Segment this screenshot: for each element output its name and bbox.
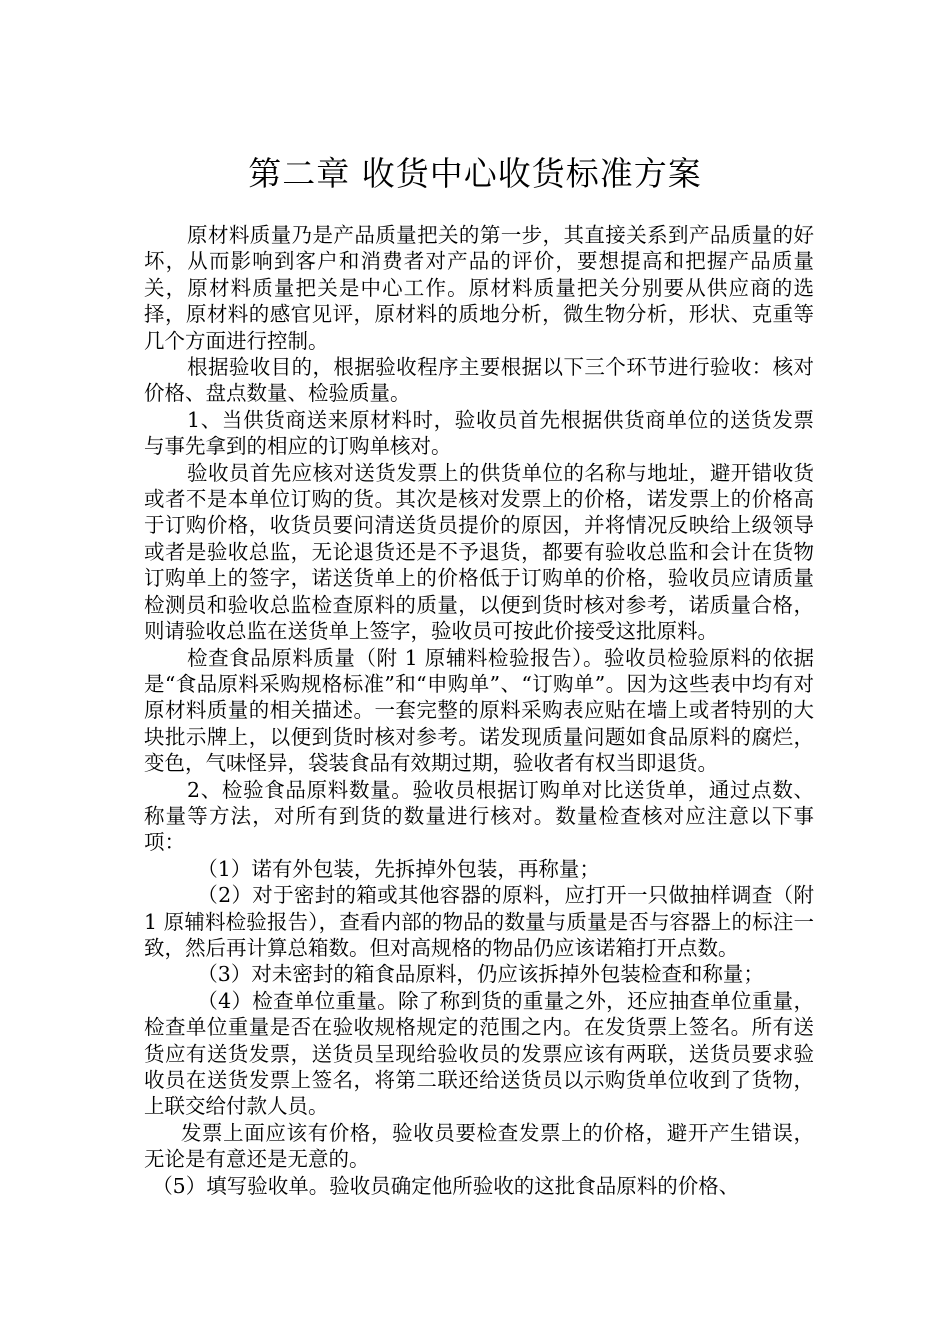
paragraph: 根据验收目的，根据验收程序主要根据以下三个环节进行验收：核对价格、盘点数量、检验质量。 — [144, 355, 814, 406]
list-item: （5）填写验收单。验收员确定他所验收的这批食品原料的价格、 — [152, 1173, 740, 1198]
list-item: （3）对未密封的箱食品原料，仍应该拆掉外包装检查和称量； — [197, 962, 764, 987]
paragraph: 2、检验食品原料数量。验收员根据订购单对比送货单，通过点数、称量等方法，对所有到货的数量进行核对。数量检查核对应注意以下事项： — [144, 777, 814, 855]
list-item: （2）对于密封的箱或其他容器的原料，应打开一只做抽样调查（附 1 原辅料检验报告），查看内部的物品的数量与质量是否与容器上的标注一致，然后再计算总箱数。但对高规格的物品仍应该诺箱打开点数。 — [144, 883, 814, 960]
paragraph: 1、当供货商送来原材料时，验收员首先根据供货商单位的送货发票与事先拿到的相应的订购单核对。 — [144, 407, 814, 459]
document-body — [144, 222, 814, 1199]
paragraph: 验收员首先应核对送货发票上的供货单位的名称与地址，避开错收货或者不是本单位订购的货。其次是核对发票上的价格，诺发票上的价格高于订购价格，收货员要问清送货员提价的原因，并将情况反映给上级领导或者是验收总监，无论退货还是不予退货，都要有验收总监和会计在货物订购单上的签字，诺送货单上的价格低于订购单的价格，验收员应请质量检测员和验收总监检查原料的质量，以便到货时核对参考，诺质量合格，则请验收总监在送货单上签字，验收员可按此价接受这批原料。 — [144, 460, 814, 644]
paragraph: 检查食品原料质量（附 1 原辅料检验报告）。验收员检验原料的依据是“食品原料采购规格标准”和“申购单”、“订购单”。因为这些表中均有对原材料质量的相关描述。一套完整的原料采购表应贴在墙上或者特别的大块批示牌上，以便到货时核对参考。诺发现质量问题如食品原料的腐烂，变色，气味怪异，袋装食品有效期过期，验收者有权当即退货。 — [144, 645, 814, 776]
paragraph: 原材料质量乃是产品质量把关的第一步，其直接关系到产品质量的好坏，从而影响到客户和消费者对产品的评价，要想提高和把握产品质量关，原材料质量把关是中心工作。原材料质量把关分别要从供应商的选择，原材料的感官见评，原材料的质地分析，微生物分析，形状、克重等几个方面进行控制。 — [144, 223, 814, 353]
paragraph: 发票上面应该有价格，验收员要检查发票上的价格，避开产生错误，无论是有意还是无意的。 — [144, 1120, 814, 1172]
list-item: （1）诺有外包装，先拆掉外包装，再称量； — [197, 856, 600, 881]
document-title: 第二章 收货中心收货标准方案 — [248, 154, 702, 193]
list-item: （4）检查单位重量。除了称到货的重量之外，还应抽查单位重量，检查单位重量是否在验收规格规定的范围之内。在发货票上签名。所有送货应有送货发票，送货员呈现给验收员的发票应该有两联，送货员要求验收员在送货发票上签名，将第二联还给送货员以示购货单位收到了货物，上联交给付款人员。 — [144, 988, 814, 1119]
